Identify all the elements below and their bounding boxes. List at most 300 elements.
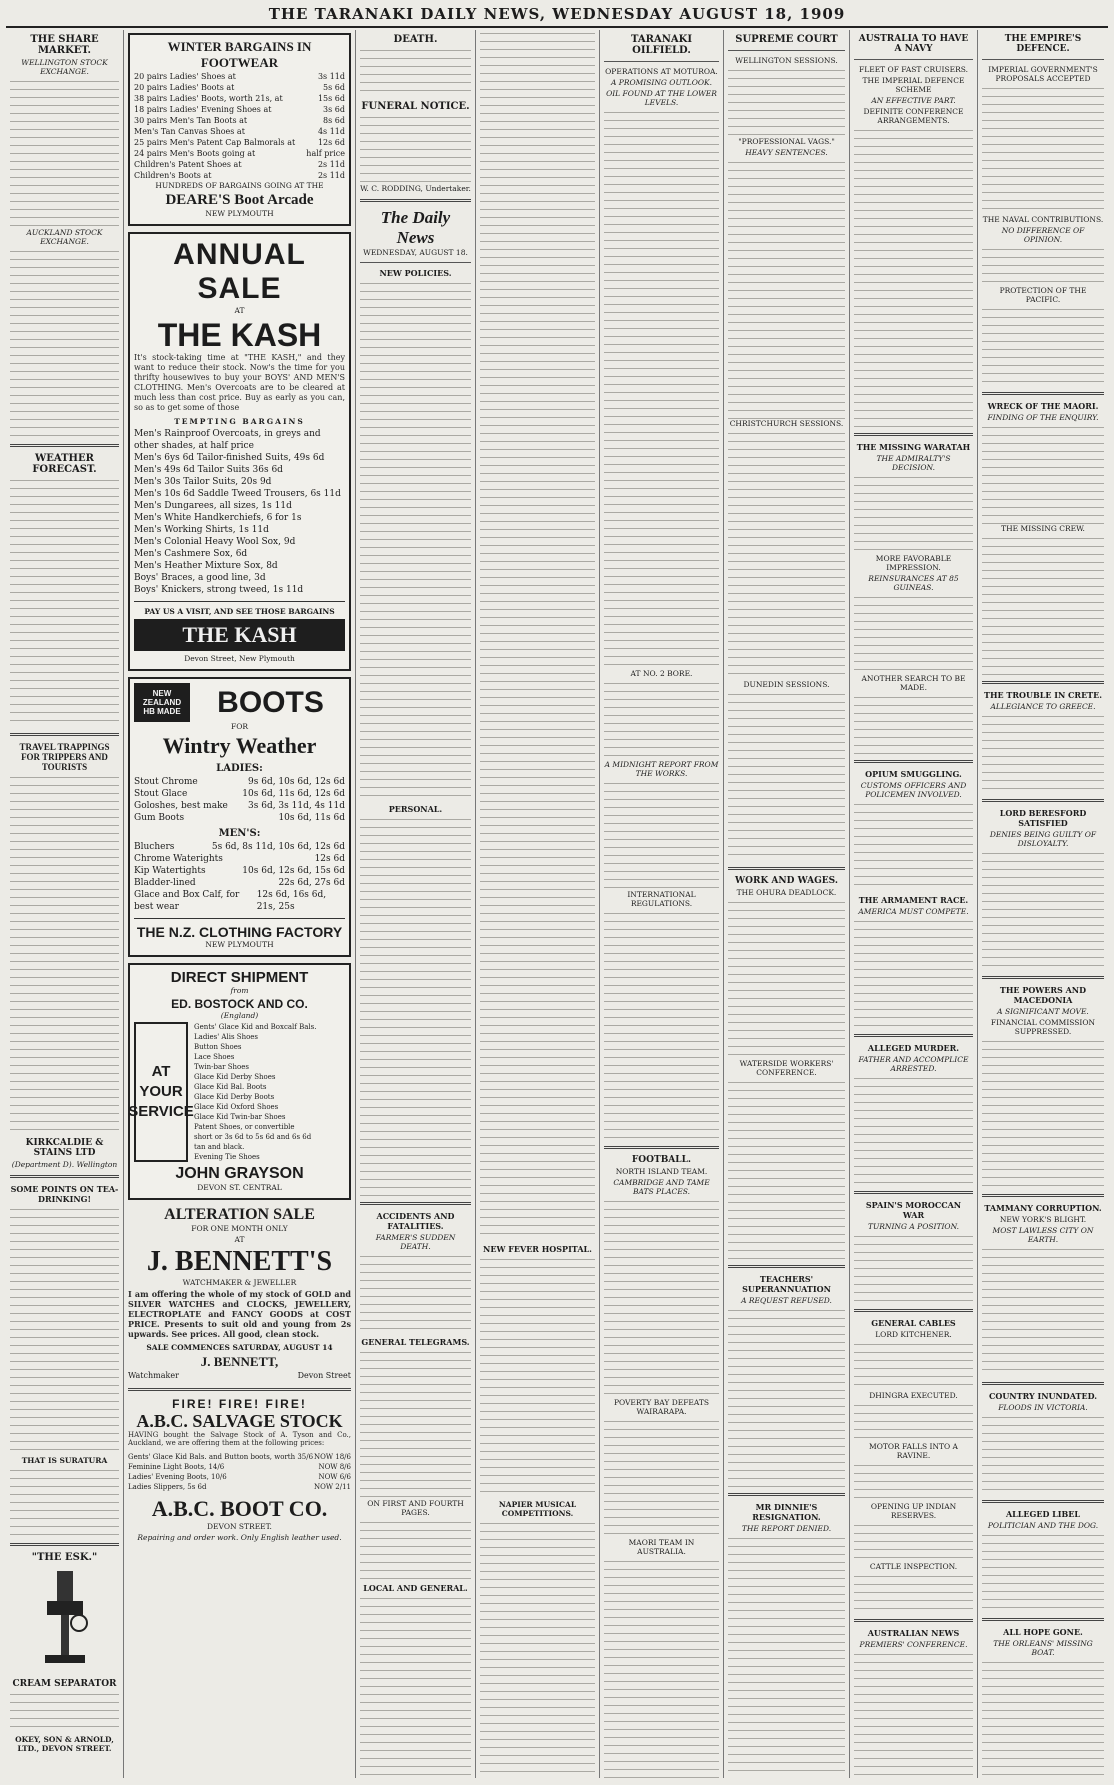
abc-item [128,1472,351,1482]
kash-item: Men's 49s 6d Tailor Suits 36s 6d [134,465,283,475]
direct-item: Glace Kid Twin-bar Shoes [194,1113,286,1121]
fourth-pages-text [360,1519,471,1579]
navy-text [854,127,973,427]
dhingra-text [854,1402,973,1442]
mens-item [134,853,345,865]
death-heading: DEATH. [393,34,438,45]
column-share-market [6,30,124,1778]
column-oilfield [600,30,724,1778]
powers-heading: THE POWERS AND MACEDONIA [999,985,1087,1005]
kash-item: Men's White Handkerchiefs, 6 for 1s [134,513,302,523]
column-ads [124,30,356,1778]
spain-heading: SPAIN'S MOROCCAN WAR [865,1200,962,1220]
admiralty-text [854,474,973,554]
winter-item [134,170,345,181]
general-telegrams-text [360,1349,471,1499]
imperial-scheme-heading: THE IMPERIAL DEFENCE SCHEME [862,76,965,94]
most-lawless-heading: MOST LAWLESS CITY ON EARTH. [992,1226,1094,1244]
deare-location: NEW PLYMOUTH [205,209,274,218]
report-denied-heading: THE REPORT DENIED. [741,1524,832,1533]
auckland-text [10,248,119,438]
kash-body: It's stock-taking time at "THE KASH," and they want to reduce their stock. Now's the time for you thrifty housewives to buy your BOYS' AND MEN'S CLOTHING. Men's Overcoats are to be cleared at much less than cost price. Buy as early as you can, so as to get some of those [134,353,345,412]
heavy-sentences-text [728,159,845,419]
annual-sale-title: ANNUAL SALE [173,238,306,305]
general-telegrams-heading: GENERAL TELEGRAMS. [361,1337,470,1347]
abc-list [128,1452,351,1492]
direct-item: Glace Kid Derby Boots [194,1093,275,1101]
ladies-item-label: Stout Glace [134,789,188,799]
australian-news-text [854,1651,973,1778]
significant-heading: A SIGNIFICANT MOVE. [997,1007,1089,1016]
share-market-subheading: WELLINGTON STOCK EXCHANGE. [21,58,108,76]
teachers-heading: TEACHERS' SUPERANNUATION [742,1274,831,1294]
direct-from: from [230,986,249,995]
tammany-text [982,1246,1104,1376]
taranaki-oilfield-heading: TARANAKI OILFIELD. [631,34,692,56]
abc-item-label: Feminine Light Boots, 14/6 [128,1462,225,1471]
beresford-heading: LORD BERESFORD SATISFIED [999,808,1087,828]
direct-item: tan and black. [194,1143,245,1151]
mens-item-label: Chrome Waterights [134,854,223,864]
crete-heading: THE TROUBLE IN CRETE. [984,690,1102,700]
abc-logo: A.B.C. BOOT CO. [151,1495,328,1521]
nz-factory-title: THE N.Z. CLOTHING FACTORY [136,924,343,940]
empire-defence-heading: THE EMPIRE'S DEFENCE. [1004,34,1082,54]
midnight-heading: A MIDNIGHT REPORT FROM THE WORKS. [604,760,719,778]
mens-item [134,877,345,889]
new-policies-heading: NEW POLICIES. [379,268,452,278]
kash-item: Boys' Knickers, strong tweed, 1s 11d [134,585,304,595]
football-heading: FOOTBALL. [631,1155,692,1165]
direct-title: DIRECT SHIPMENT [170,969,309,986]
crete-text [982,713,1104,793]
mens-item-label: Bluchers [134,842,175,852]
ohura-text [728,899,845,1059]
winter-item-price: 2s 11d [317,171,345,180]
christchurch-text [728,430,845,680]
general-cables-heading: GENERAL CABLES [871,1318,956,1328]
winter-item-price: 3s 11d [317,72,345,81]
cattle-text [854,1573,973,1613]
editorial-date: WEDNESDAY, AUGUST 18. [363,248,468,257]
request-refused-heading: A REQUEST REFUSED. [741,1296,832,1305]
annual-at: AT [234,306,245,315]
share-market-text [10,78,119,228]
suratura-text [10,1467,119,1537]
no2-bore-heading: AT NO. 2 BORE. [630,669,693,678]
maori-team-heading: MAORI TEAM IN AUSTRALIA. [628,1538,695,1556]
maori-team-text [604,1558,719,1778]
local-general-heading: LOCAL AND GENERAL. [363,1583,468,1593]
column-empire [978,30,1108,1778]
murder-text [854,1075,973,1185]
new-york-heading: NEW YORK'S BLIGHT. [999,1215,1087,1224]
one-month: FOR ONE MONTH ONLY [191,1224,288,1233]
protection-heading: PROTECTION OF THE PACIFIC. [999,286,1087,304]
abc-item-price: NOW 6/6 [318,1472,351,1481]
heavy-sentences-heading: HEAVY SENTENCES. [745,148,828,157]
oil-found-heading: OIL FOUND AT THE LOWER LEVELS. [606,89,717,107]
winter-item-price: 8s 6d [323,116,345,125]
suratura-label: THAT IS SURATURA [21,1456,108,1465]
funeral-text [360,114,471,184]
kash-item: Men's Colonial Heavy Wool Sox, 9d [134,537,296,547]
local-continued-text [480,30,595,1240]
fleet-heading: FLEET OF FAST CRUISERS. [859,65,968,74]
opening-heading: OPENING UP INDIAN RESERVES. [870,1502,957,1520]
australia-navy-heading: AUSTRALIA TO HAVE A NAVY [858,34,969,54]
ladies-item [134,788,345,800]
mens-item-label: Kip Watertights [134,866,206,876]
international-text [604,910,719,1140]
kash-list [134,428,345,596]
weather-text [10,477,119,727]
direct-item: Evening Tie Shoes [194,1153,260,1161]
travel-heading: TRAVEL TRAPPINGS FOR TRIPPERS AND TOURISTS [19,742,110,772]
mens-item-price: 22s 6d, 27s 6d [278,878,345,888]
bennett-role: Watchmaker [128,1371,179,1380]
motor-heading: MOTOR FALLS INTO A RAVINE. [869,1442,958,1460]
dunedin-heading: DUNEDIN SESSIONS. [743,680,830,689]
poverty-bay-text [604,1418,719,1538]
travel-text [10,774,119,1134]
floods-heading: FLOODS IN VICTORIA. [998,1403,1088,1412]
winter-item [134,93,345,104]
direct-list [194,1022,345,1162]
new-policies-text [360,280,471,800]
imperial-proposals-heading: IMPERIAL GOVERNMENT'S PROPOSALS ACCEPTED [988,65,1098,83]
winter-item [134,71,345,82]
boots-title: BOOTS [217,685,324,719]
esk-heading: "THE ESK." [31,1552,98,1563]
naval-text [982,246,1104,286]
waratah-heading: THE MISSING WARATAH [856,442,971,452]
direct-item: Glace Kid Bal. Boots [194,1083,267,1091]
direct-item: Twin-bar Shoes [194,1063,250,1071]
north-island-heading: NORTH ISLAND TEAM. [615,1167,708,1176]
naval-contributions-heading: THE NAVAL CONTRIBUTIONS. [982,215,1104,224]
finding-heading: FINDING OF THE ENQUIRY. [987,413,1099,422]
kash-item: Men's Working Shirts, 1s 11d [134,525,269,535]
country-inundated-heading: COUNTRY INUNDATED. [988,1391,1097,1401]
new-fever-heading: NEW FEVER HOSPITAL. [483,1244,592,1254]
direct-shipment-ad [128,963,351,1200]
international-heading: INTERNATIONAL REGULATIONS. [627,890,696,908]
opium-heading: OPIUM SMUGGLING. [865,769,962,779]
the-kash-title: THE KASH [157,317,322,353]
boots-for: FOR [231,722,248,731]
winter-bargains-ad [128,33,351,226]
winter-item-price: 3s 6d [323,105,345,114]
kash-annual-sale-ad [128,232,351,671]
christchurch-heading: CHRISTCHURCH SESSIONS. [729,419,844,428]
separator-illustration-icon [35,1565,95,1675]
supreme-court-heading: SUPREME COURT [735,34,838,45]
fourth-pages-heading: ON FIRST AND FOURTH PAGES. [367,1499,464,1517]
accidents-heading: ACCIDENTS AND FATALITIES. [376,1211,455,1231]
nz-factory-location: NEW PLYMOUTH [205,940,274,949]
boots-header [134,683,345,722]
winter-item [134,148,345,159]
floods-text [982,1414,1104,1494]
dunedin-text [728,691,845,861]
australian-news-heading: AUSTRALIAN NEWS [867,1628,960,1638]
death-text [360,47,471,97]
direct-item: Lace Shoes [194,1053,235,1061]
poverty-bay-heading: POVERTY BAY DEFEATS WAIRARAPA. [613,1398,710,1416]
undertaker: W. C. RODDING, Undertaker. [360,184,471,193]
kash-item: Men's Dungarees, all sizes, 1s 11d [134,501,292,511]
abc-body: HAVING bought the Salvage Stock of A. Tyson and Co., Auckland, we are offering them at the following prices: [128,1431,351,1447]
mens-item-price: 12s 6d [314,854,345,864]
winter-item-label: Children's Boots at [134,171,212,180]
deare-title: DEARE'S Boot Arcade [165,192,314,208]
tempting-bargains: TEMPTING BARGAINS [174,417,305,426]
abc-footer: Repairing and order work. Only English leather used. [137,1532,342,1542]
tea-text [10,1206,119,1456]
cream-separator-heading: CREAM SEPARATOR [12,1679,117,1689]
bostock-name: ED. BOSTOCK AND CO. [171,997,308,1011]
another-search-heading: ANOTHER SEARCH TO BE MADE. [861,674,966,692]
daily-news-title: The Daily News [380,208,451,247]
waterside-text [728,1079,845,1259]
kash-item: Men's Rainproof Overcoats, in greys and other shades, at half price [134,429,321,451]
abc-item [128,1482,351,1492]
column-cables [850,30,978,1778]
winter-item-label: 20 pairs Ladies' Shoes at [134,72,236,81]
mens-item-label: Bladder-lined [134,878,196,888]
direct-item: short or 3s 6d to 5s 6d and 6s 6d [194,1133,312,1141]
missing-crew-heading: THE MISSING CREW. [1001,524,1085,533]
bennett-at: AT [234,1235,245,1244]
winter-item-price: 2s 11d [317,160,345,169]
missing-crew-text [982,535,1104,675]
winter-item [134,104,345,115]
column-courts [724,30,850,1778]
dinnie-heading: MR DINNIE'S RESIGNATION. [752,1502,821,1522]
winter-bargains-title: WINTER BARGAINS IN FOOTWEAR [167,39,312,70]
kirkcaldie-heading: KIRKCALDIE & STAINS LTD [25,1138,104,1158]
orleans-heading: THE ORLEANS' MISSING BOAT. [993,1639,1093,1657]
okey-heading: OKEY, SON & ARNOLD, LTD., DEVON STREET. [15,1735,114,1753]
bennett-ad [128,1206,351,1382]
kash-item: Men's 6ys 6d Tailor-finished Suits, 49s 6d [134,453,325,463]
funeral-heading: FUNERAL NOTICE. [361,101,470,112]
mens-list [134,841,345,913]
column-local [476,30,600,1778]
promising-heading: A PROMISING OUTLOOK. [610,78,713,87]
new-fever-text [480,1256,595,1496]
ladies-item [134,800,345,812]
napier-text [480,1520,595,1778]
opium-text [854,801,973,891]
ladies-item [134,776,345,788]
kash-address: Devon Street, New Plymouth [184,654,295,663]
motor-text [854,1462,973,1502]
ladies-item-label: Goloshes, best make [134,801,228,811]
boots-wintry-ad [128,677,351,957]
masthead: THE TARANAKI DAILY NEWS, WEDNESDAY AUGUST 18, 1909 [6,4,1108,28]
wellington-sessions-text [728,67,845,137]
fire-label: FIRE! FIRE! FIRE! [172,1397,307,1411]
winter-item-label: 20 pairs Ladies' Boots at [134,83,235,92]
winter-item-price: 12s 6d [317,138,345,147]
mens-item [134,841,345,853]
dhingra-heading: DHINGRA EXECUTED. [869,1391,958,1400]
politician-heading: POLITICIAN AND THE DOG. [987,1521,1099,1530]
work-wages-heading: WORK AND WAGES. [735,876,838,886]
kash-item: Boys' Braces, a good line, 3d [134,573,266,583]
kitchener-text [854,1341,973,1391]
weather-heading: WEATHER FORECAST. [32,453,97,475]
sudden-death-text [360,1253,471,1333]
denies-heading: DENIES BEING GUILTY OF DISLOYALTY. [989,830,1097,848]
abc-salvage-ad [128,1397,351,1542]
newspaper-page [6,4,1108,1781]
america-heading: AMERICA MUST COMPETE. [858,907,969,916]
winter-item-label: 24 pairs Men's Boots going at [134,149,256,158]
admiralty-heading: THE ADMIRALTY'S DECISION. [876,454,951,472]
direct-item: Gents' Glace Kid and Boxcalf Bals. [194,1023,317,1031]
abc-item-label: Ladies' Evening Boots, 10/6 [128,1472,227,1481]
abc-item-label: Ladies Slippers, 5s 6d [128,1482,207,1491]
sale-commences: SALE COMMENCES SATURDAY, AUGUST 14 [146,1343,333,1352]
personal-text [360,816,471,1196]
no2-bore-text [604,680,719,760]
ladies-item-price: 10s 6d, 11s 6d [278,813,345,823]
abc-item-label: Gents' Glace Kid Bals. and Button boots, worth 35/6 [128,1452,314,1461]
winter-item-label: Men's Tan Canvas Shoes at [134,127,245,136]
grayson-name: JOHN GRAYSON [175,1165,304,1182]
mens-heading: MEN'S: [218,828,261,839]
wreck-heading: WRECK OF THE MAORI. [987,401,1099,411]
kash-item: Men's 10s 6d Saddle Tweed Trousers, 6s 11d [134,489,341,499]
winter-item [134,115,345,126]
cream-text [10,1691,119,1731]
another-search-text [854,694,973,754]
oilfield-text [604,109,719,669]
beresford-text [982,850,1104,970]
share-market-heading: THE SHARE MARKET. [30,34,99,56]
bostock-england: (England) [220,1011,259,1020]
waterside-heading: WATERSIDE WORKERS' CONFERENCE. [739,1059,834,1077]
winter-item-label: Children's Patent Shoes at [134,160,242,169]
winter-item-label: 30 pairs Men's Tan Boots at [134,116,248,125]
effective-part-heading: AN EFFECTIVE PART. [871,96,956,105]
dinnie-text [728,1535,845,1778]
wintry-weather: Wintry Weather [162,733,317,758]
winter-item-label: 18 pairs Ladies' Evening Shoes at [134,105,272,114]
abc-item-price: NOW 8/6 [318,1462,351,1471]
midnight-text [604,780,719,890]
cream-separator-image [10,1565,119,1675]
mens-item [134,889,345,913]
ladies-item-price: 3s 6d, 3s 11d, 4s 11d [248,801,345,811]
father-heading: FATHER AND ACCOMPLICE ARRESTED. [858,1055,969,1073]
kirkcaldie-sub: (Department D). Wellington [11,1160,118,1169]
ladies-list [134,776,345,824]
wellington-sessions-heading: WELLINGTON SESSIONS. [735,56,838,65]
ohura-heading: THE OHURA DEADLOCK. [736,888,837,897]
abc-item-price: NOW 18/6 [313,1452,351,1461]
cambridge-heading: CAMBRIDGE AND TAME BATS PLACES. [613,1178,710,1196]
allegiance-heading: ALLEGIANCE TO GREECE. [990,702,1096,711]
sudden-death-heading: FARMER'S SUDDEN DEATH. [375,1233,456,1251]
ladies-item-price: 10s 6d, 11s 6d, 12s 6d [242,789,345,799]
ladies-item-price: 9s 6d, 10s 6d, 12s 6d [248,777,345,787]
reinsurances-text [854,594,973,674]
local-general-text [360,1595,471,1778]
winter-item [134,159,345,170]
libel-text [982,1532,1104,1612]
definite-heading: DEFINITE CONFERENCE ARRANGEMENTS. [863,107,964,125]
winter-item [134,126,345,137]
spain-text [854,1233,973,1303]
abc-item [128,1462,351,1472]
direct-body [128,1022,345,1162]
hundreds-label: HUNDREDS OF BARGAINS GOING AT THE [155,181,324,190]
mens-item-price: 10s 6d, 12s 6d, 15s 6d [242,866,345,876]
winter-item-price: half price [306,149,345,158]
premiers-heading: PREMIERS' CONFERENCE. [859,1640,968,1649]
direct-item: Ladies' Alis Shoes [194,1033,259,1041]
customs-heading: CUSTOMS OFFICERS AND POLICEMEN INVOLVED. [860,781,967,799]
lord-kitchener-heading: LORD KITCHENER. [875,1330,952,1339]
column-editorial [356,30,476,1778]
financial-heading: FINANCIAL COMMISSION SUPPRESSED. [990,1018,1096,1036]
winter-item [134,82,345,93]
ladies-heading: LADIES: [216,763,263,774]
kash-logo: THE KASH [134,619,345,651]
bennett-signature: J. BENNETT, [200,1354,279,1369]
mens-item [134,865,345,877]
winter-item-price: 4s 11d [317,127,345,136]
pay-visit: PAY US A VISIT, AND SEE THOSE BARGAINS [144,607,335,616]
direct-item: Patent Shoes, or convertible [194,1123,295,1131]
kash-item: Men's Heather Mixture Sox, 8d [134,561,278,571]
hb-logo: NEW ZEALAND HB MADE [134,683,190,722]
watchmaker-label: WATCHMAKER & JEWELLER [182,1278,297,1287]
kash-item: Men's Cashmere Sox, 6d [134,549,248,559]
all-hope-heading: ALL HOPE GONE. [1003,1627,1083,1637]
armament-text [854,918,973,1028]
direct-item: Glace Kid Derby Shoes [194,1073,276,1081]
ladies-item [134,812,345,824]
bennett-footer [128,1370,351,1382]
opening-text [854,1522,973,1562]
powers-text [982,1038,1104,1188]
bennett-location: Devon Street [297,1371,351,1380]
winter-item-label: 38 pairs Ladies' Boots, worth 21s, at [134,94,283,103]
alleged-murder-heading: ALLEGED MURDER. [867,1043,960,1053]
wreck-text [982,424,1104,524]
bennett-body: I am offering the whole of my stock of GOLD and SILVER WATCHES and CLOCKS, JEWELLERY, ELECTROPLATE and FANCY GOODS at COST PRICE. Presents to suit old and young from 2s upwards. See prices. All good, clean stock. [128,1289,351,1339]
turning-heading: TURNING A POSITION. [867,1222,960,1231]
auckland-heading: AUCKLAND STOCK EXCHANGE. [26,228,103,246]
abc-salvage-title: A.B.C. SALVAGE STOCK [136,1411,343,1431]
direct-item: Button Shoes [194,1043,242,1051]
armament-heading: THE ARMAMENT RACE. [858,895,969,905]
alleged-libel-heading: ALLEGED LIBEL [1005,1509,1081,1519]
tammany-heading: TAMMANY CORRUPTION. [984,1203,1102,1213]
personal-heading: PERSONAL. [388,804,443,814]
mens-item-label: Glace and Box Calf, for best wear [134,890,240,912]
teachers-text [728,1307,845,1487]
bennett-title: J. BENNETT'S [146,1246,333,1277]
ladies-item-label: Stout Chrome [134,777,198,787]
no-difference-heading: NO DIFFERENCE OF OPINION. [1001,226,1085,244]
mens-item-price: 5s 6d, 8s 11d, 10s 6d, 12s 6d [211,842,345,852]
